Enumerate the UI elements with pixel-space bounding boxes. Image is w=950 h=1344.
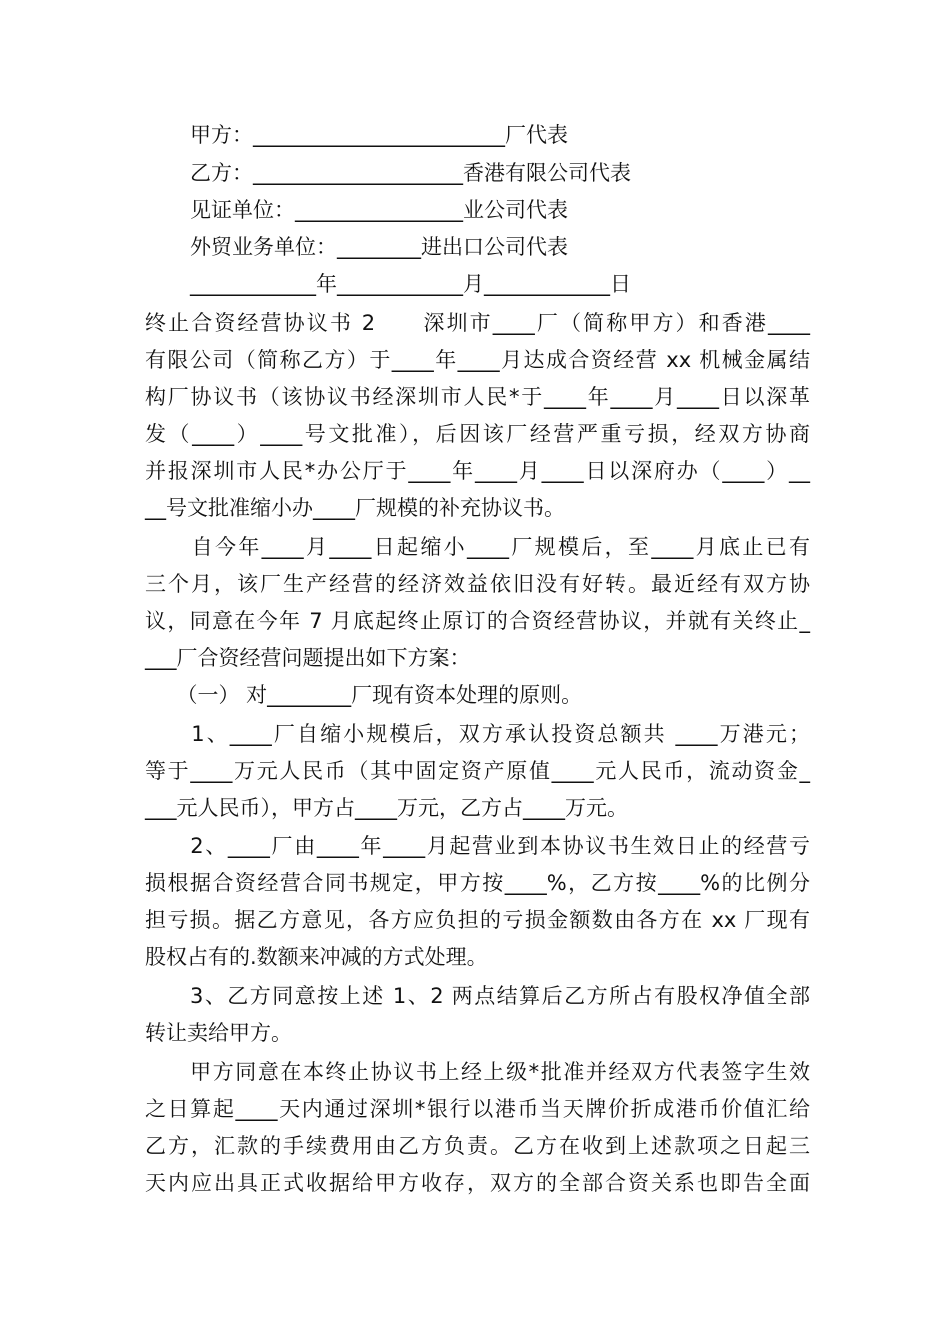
party-b-line: 乙方：____________________香港有限公司代表 [190, 161, 631, 185]
body-line: 天内应出具正式收据给甲方收存，双方的全部合资关系也即告全面 [145, 1171, 810, 1195]
body-line: 乙方，汇款的手续费用由乙方负责。乙方在收到上述款项之日起三 [145, 1134, 810, 1158]
body-line: 2、____厂由____年____月起营业到本协议书生效日止的经营亏 [145, 834, 810, 858]
body-line: 并报深圳市人民*办公厅于____年____月____日以深府办（____）__ [145, 459, 810, 483]
body-line: 等于____万元人民币（其中固定资产原值____元人民币，流动资金_ [145, 759, 810, 783]
body-line: 甲方同意在本终止协议书上经上级*批准并经双方代表签字生效 [145, 1060, 810, 1084]
body-line: 损根据合资经营合同书规定，甲方按____%，乙方按____%的比例分 [145, 871, 810, 895]
body-line: 三个月，该厂生产经营的经济效益依旧没有好转。最近经有双方协 [145, 572, 810, 596]
trade-unit-line: 外贸业务单位：________进出口公司代表 [190, 235, 568, 259]
body-line: 发（____）____号文批准），后因该厂经营严重亏损，经双方协商 [145, 422, 810, 446]
body-line: 自今年____月____日起缩小____厂规模后，至____月底止已有 [145, 535, 810, 559]
body-line: 股权占有的.数额来冲减的方式处理。 [145, 945, 488, 969]
body-line: 终止合资经营协议书 2 深圳市____厂（简称甲方）和香港____ [145, 311, 810, 335]
body-line: 1、____厂自缩小规模后，双方承认投资总额共 ____万港元； [145, 722, 810, 746]
party-a-line: 甲方：________________________厂代表 [190, 123, 568, 147]
body-line: 有限公司（简称乙方）于____年____月达成合资经营 xx 机械金属结 [145, 348, 810, 372]
body-line: __号文批准缩小办____厂规模的补充协议书。 [145, 496, 565, 520]
body-line: ___厂合资经营问题提出如下方案： [145, 646, 471, 670]
body-line: ___元人民币），甲方占____万元，乙方占____万元。 [145, 796, 628, 820]
body-line: 担亏损。据乙方意见，各方应负担的亏损金额数由各方在 xx 厂现有 [145, 908, 810, 932]
body-line: 议，同意在今年 7 月底起终止原订的合资经营协议，并就有关终止_ [145, 609, 810, 633]
section-heading: （一） 对________厂现有资本处理的原则。 [145, 683, 583, 707]
witness-line: 见证单位：________________业公司代表 [190, 198, 568, 222]
body-line: 转让卖给甲方。 [145, 1021, 292, 1045]
date-line: ____________年____________月____________日 [190, 272, 631, 296]
body-line: 构厂协议书（该协议书经深圳市人民*于____年____月____日以深革 [145, 385, 810, 409]
body-line: 3、乙方同意按上述 1、2 两点结算后乙方所占有股权净值全部 [145, 984, 810, 1008]
body-line: 之日算起____天内通过深圳*银行以港币当天牌价折成港币价值汇给 [145, 1097, 810, 1121]
